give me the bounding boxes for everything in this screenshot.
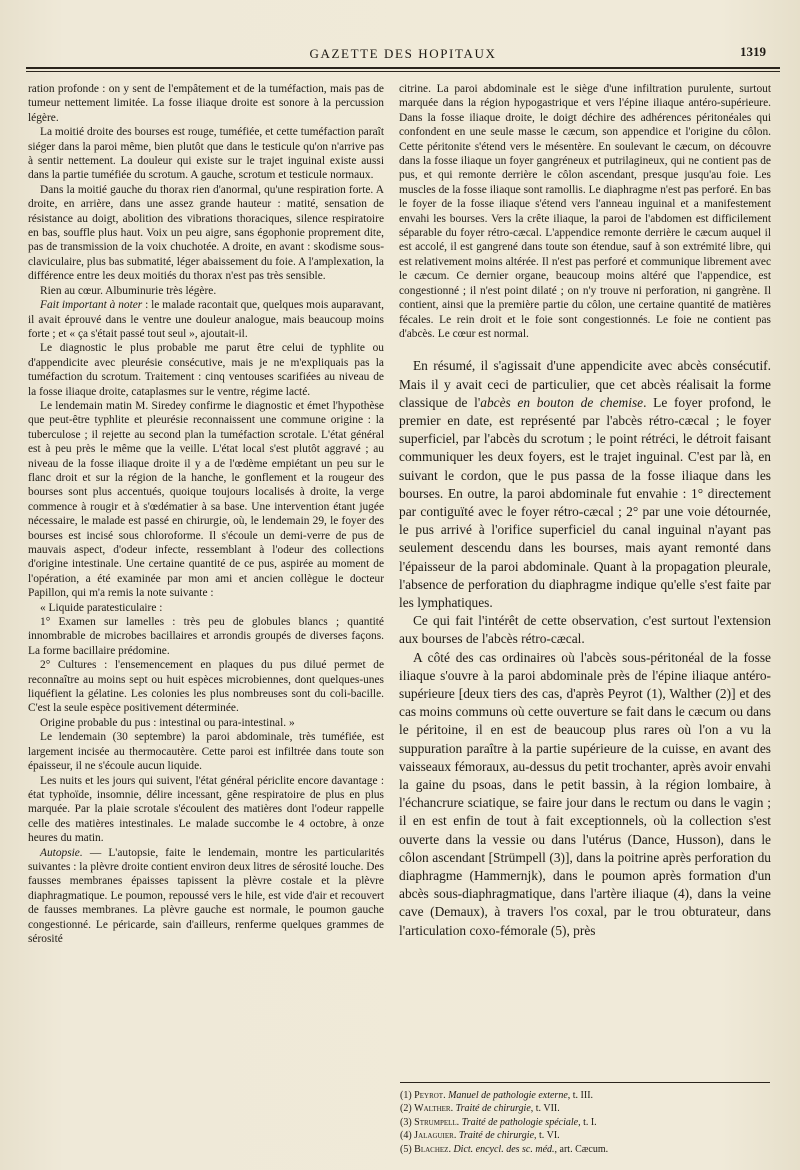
header-rule-thick (26, 67, 780, 69)
autopsie-label: Autopsie. (40, 846, 83, 859)
paragraph: ration profonde : on y sent de l'empâtement et de la tuméfaction, mais pas de tumeur nettement limitée. La fosse iliaque droite est sonore à la percussion légère. (28, 83, 384, 124)
paragraph-autopsie (28, 846, 384, 947)
footnote (400, 1129, 770, 1142)
footnote-author: Blachez. (414, 1143, 451, 1155)
paragraph: La moitié droite des bourses est rouge, tuméfiée, et cette tuméfaction paraît siéger dans la paroi même, bien plutôt que dans le testicule qu'on n'arrive pas à sentir nettement. La douleur qui existe sur le trajet inguinal existe aussi dans la partie tuméfiée du scrotum. A gauche, scrotum et testicule normaux. (28, 126, 384, 182)
footnote-rest: , t. VII. (530, 1103, 560, 1115)
paragraph: Origine probable du pus : intestinal ou para-intestinal. » (40, 716, 295, 729)
header-rule-thin (26, 71, 780, 72)
paragraph: citrine. La paroi abdominale est le siège d'une infiltration purulente, surtout marquée dans la région hypogastrique et vers l'épine iliaque antéro-supérieure. Dans la fosse iliaque droite, le doigt déchire des adhérences péritonéales qui confondent en une seule masse le cæcum, son appendice et l'origine du côlon. Cette péritonite s'étend vers le mésentère. En soulevant le cæcum, on découvre dans la fosse iliaque un foyer gangréneux et putrilagineux, qui ne contient pas de pus, et qui remonte derrière le côlon ascendant, presque jusqu'au foie. Les muscles de la fosse iliaque sont ramollis. Le diaphragme n'est pas perforé. En bas le foyer de la fosse iliaque s'étend vers l'anneau inguinal et a manifestement envahi les bourses. Vers la crête iliaque, la paroi de l'abdomen est difficilement séparable du foyer rétro-cæcal. L'appendice remonte derrière le cæcum auquel il est accolé, il est gangrené dans toute son étendue, sauf à son extrémité libre, qui est relativement moins altérée. Il n'est pas perforé et communique librement avec le cæcum. Ce dernier organe, beaucoup moins altéré que l'appendice, est congestionné ; il n'est point dilaté ; on n'y trouve ni perforation, ni gangrène. Il contient, ainsi que la première partie du côlon, une certaine quantité de matières fécales. Le rein droit et le foie sont congestionnés. Le foie ne contient pas d'abcès. Le cœur est normal. (399, 83, 771, 340)
footnote-author: Strumpell. (414, 1116, 460, 1128)
footnote-rest: , t. III. (567, 1090, 594, 1101)
page-number: 1319 (740, 44, 766, 59)
footnote-rule (400, 1082, 770, 1083)
footnote-author: Jalaguier. (414, 1130, 457, 1142)
fait-label: Fait important à noter (40, 299, 143, 312)
resume-text-a: En résumé, il s'agissait d'une appendicite avec abcès consécutif. Mais il y avait ceci de particulier, que cet abcès réalisait la forme classique de l' (399, 358, 771, 410)
footnote-work: Traité de chirurgie (458, 1130, 535, 1142)
footnote-rest: , t. VI. (534, 1130, 560, 1142)
paragraph: Les nuits et les jours qui suivent, l'état général périclite encore davantage : état typhoïde, insomnie, délire incessant, gêne respiratoire de plus en plus marquée. Par la plaie scrotale s'écoulent des matières dont l'odeur rappelle celle des matières intestinales. Le malade succombe le 4 octobre, à onze heures du matin. (28, 774, 384, 845)
paragraph: Dans la moitié gauche du thorax rien d'anormal, qu'une respiration forte. A droite, en arrière, dans une assez grande hauteur : matité, sensation de résistance au doigt, abolition des vibrations thoraciques, silence respiratoire en bas, souffle plus haut. Voix un peu aigre, sans égophonie proprement dite, pas de transmission de la voix chuchotée. A droite, en avant : skodisme sous-claviculaire, plus bas submatité, léger abaissement du foie. A l'amplexation, la différence entre les deux moitiés du thorax n'est pas très sensible. (28, 183, 384, 283)
paragraph: Le lendemain (30 septembre) la paroi abdominale, très tuméfiée, est largement incisée au thermocautère. Cette paroi est infiltrée dans toute son épaisseur, il ne s'écoule aucun liquide. (28, 731, 384, 773)
paragraph-fait-important (28, 298, 384, 341)
paragraph: Rien au cœur. Albuminurie très légère. (40, 284, 217, 297)
discussion-section (399, 357, 771, 940)
paragraph: Le diagnostic le plus probable me parut être celui de typhlite ou d'appendicite avec pleurésie consécutive, mais je ne m'expliquais pas la tuméfaction du scrotum. Traitement : cinq ventouses scarifiées au niveau de la fosse iliaque droite, cataplasmes sur le ventre, régime lacté. (28, 342, 384, 398)
footnote-rest: , art. Cæcum. (554, 1143, 609, 1155)
resume-text-b: . Le foyer profond, le premier en date, est représenté par l'abcès rétro-cæcal ; le foyer superficiel, par l'abcès du scrotum ; le point rétréci, le détroit faisant communiquer les deux foyers, est le trajet inguinal. C'est par là, en suivant le cordon, que le pus passa de la fosse iliaque dans les bourses. En outre, la paroi abdominale fut envahie : 1° directement par contiguïté avec le foyer rétro-cæcal ; 2° par une voie détournée, le pus arrivé à l'orifice superficiel du canal inguinal n'ayant pas seulement descendu dans les bourses, mais ayant remonté dans l'épaisseur de la paroi abdominale. Quant à la propagation pleurale, l'absence de perforation du diaphragme indique qu'elle s'est faite par les lymphatiques. (399, 394, 771, 610)
paragraph: Le lendemain matin M. Siredey confirme le diagnostic et émet l'hypothèse que peut-être typhlite et pleurésie reconnaissent une commune origine : la tuberculose ; il rejette au second plan la tuméfaction scrotale. L'état général est à peu près le même que la veille. L'état local s'est plutôt aggravé ; au niveau de la fosse iliaque droite il y a de l'œdème empiétant un peu sur le flanc droit et sur la région de la hanche, le gonflement et la rougeur des bourses sont plus accentués, quoique toujours localisés à droite, la verge commence à rougir et à s'œdématier à sa base. Une intervention étant jugée nécessaire, le malade est passé en chirurgie, où, le lendemain 29, le foyer des bourses est incisé sous chloroforme. Il s'écoule un demi-verre de pus de mauvais aspect, d'odeur infecte, ressemblant à l'odeur des collections d'origine intestinale. Une certaine quantité de ce pus, aspirée au moment de l'opération, a été examinée par mon ami et ancien collègue le docteur Papillon, qui m'a remis la note suivante : (28, 399, 384, 600)
footnote-work: Traité de chirurgie (455, 1103, 531, 1115)
fait-text: : le malade racontait que, quelques mois auparavant, il avait éprouvé dans le ventre une douleur analogue, mais beaucoup moins forte ; et « ça s'était passé tout seul », ajoutait-il. (28, 299, 384, 340)
footnote-number: (1) (400, 1090, 412, 1101)
footnote (400, 1143, 770, 1156)
footnote-author: Walther. (414, 1103, 454, 1115)
right-column (399, 82, 771, 940)
journal-title: GAZETTE DES HOPITAUX (309, 46, 497, 61)
footnote-work: Dict. encycl. des sc. méd. (453, 1143, 555, 1155)
paragraph: 1° Examen sur lamelles : très peu de globules blancs ; quantité innombrable de microbes bacillaires et arrondis groupés de diverses façons. La forme bacillaire prédomine. (28, 616, 384, 657)
footnotes (400, 1089, 770, 1156)
footnote-work: Traité de pathologie spéciale (461, 1116, 579, 1128)
autopsie-text: — L'autopsie, faite le lendemain, montre les particularités suivantes : la plèvre droite contient environ deux litres de sérosité louche. Des fausses membranes épaisses tapissent la plèvre costale et la plèvre diaphragmatique. Le poumon, repoussé vers le hile, est vide d'air et recouvert de fausses membranes. La plèvre gauche est normale, le poumon gauche congestionné. Le péricarde, sain d'ailleurs, renferme quelques grammes de sérosité (28, 846, 384, 945)
paragraph: « Liquide paratesticulaire : (40, 601, 163, 614)
footnote-number: (2) (400, 1103, 412, 1115)
paragraph: 2° Cultures : l'ensemencement en plaques du pus dilué permet de reconnaître au moins sept ou huit espèces microbiennes, dont quelques-unes liquéfient la gélatine. Les colonies les plus nombreuses sont du coli-bacille. C'est la seule espèce positivement déterminée. (28, 659, 384, 715)
left-column (28, 82, 384, 946)
footnote-work: Manuel de pathologie externe (448, 1090, 568, 1101)
footnote-rest: , t. I. (578, 1116, 597, 1128)
footnote (400, 1102, 770, 1115)
footnote (400, 1116, 770, 1129)
footnote-number: (3) (400, 1116, 412, 1128)
resume-italic: abcès en bouton de chemise (480, 394, 644, 410)
footnote-number: (4) (400, 1130, 412, 1142)
footnote-author: Peyrot. (414, 1090, 446, 1101)
paragraph-resume (399, 357, 771, 612)
paragraph: Ce qui fait l'intérêt de cette observation, c'est surtout l'extension aux bourses de l'abcès rétro-cæcal. (399, 613, 771, 647)
footnote (400, 1089, 770, 1102)
running-header (26, 44, 780, 66)
footnote-number: (5) (400, 1143, 412, 1155)
paragraph: A côté des cas ordinaires où l'abcès sous-péritonéal de la fosse iliaque s'ouvre à la paroi abdominale près de l'épine iliaque antéro-supérieure [deux tiers des cas, d'après Peyrot (1), Walther (2)] et des cas moins communs où cette ouverture se fait dans le cæcum ou dans le péritoine, il en est de beaucoup plus rares où l'on a vu la suppuration paraître à la partie supérieure de la cuisse, en avant des vaisseaux fémoraux, au-dessus du petit trochanter, après avoir envahi la gaine du psoas, dans le petit bassin, à la région lombaire, à l'échancrure sciatique, se faire jour dans le rectum ou dans le vagin ; il en est enfin de tout à fait exceptionnels, où la collection s'est ouverte dans la vessie ou dans l'utérus (Dance, Husson), dans le côlon ascendant [Strümpell (3)], dans la poitrine après perforation du diaphragme (Hammernjk), dans le poumon après formation d'un abcès sous-diaphragmatique, dans l'artère iliaque (4), dans la veine cave (Demaux), à travers l'os coxal, par le trou obturateur, dans l'articulation coxo-fémorale (5), près (399, 649, 771, 938)
